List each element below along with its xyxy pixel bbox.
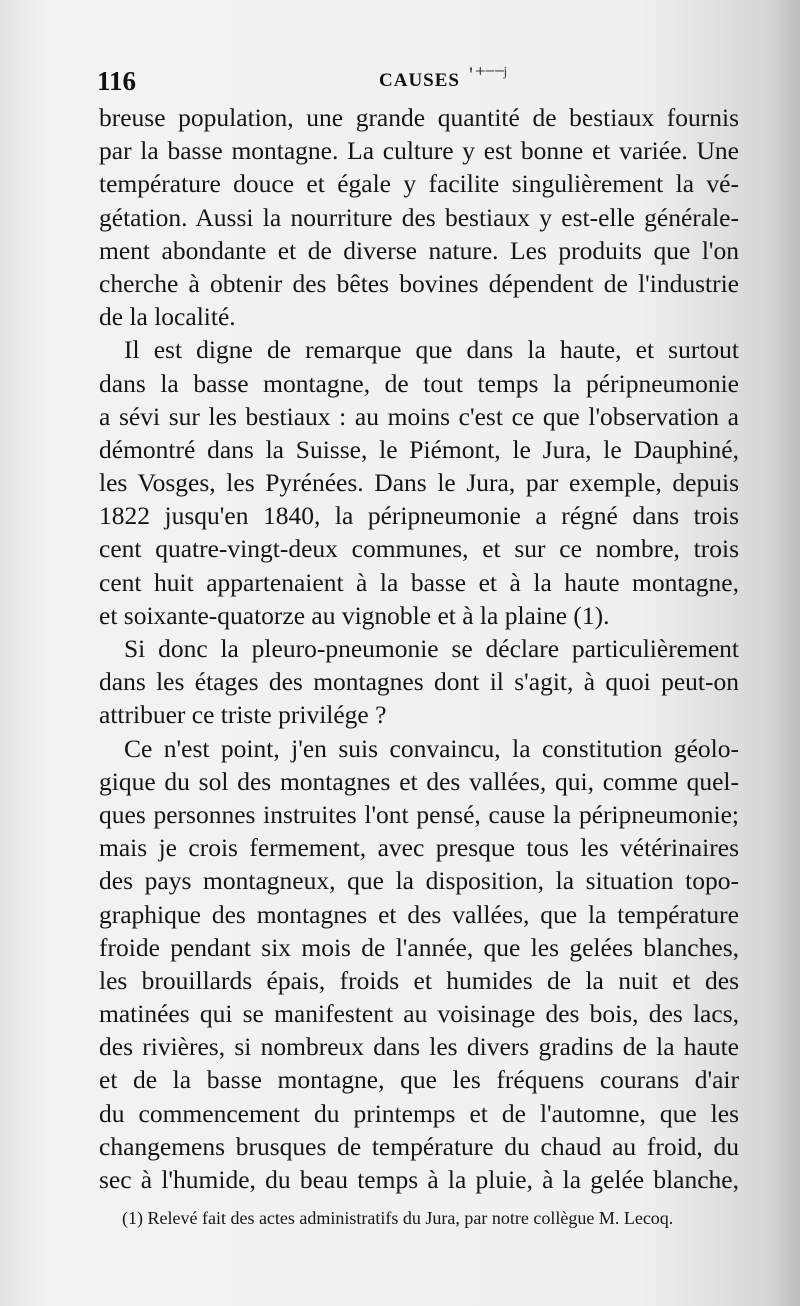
- text-line: dans les étages des montagnes dont il s'agit, à quoi peut-on: [99, 667, 739, 697]
- text-line: Ce n'est point, j'en suis convaincu, la constitution géolo-: [124, 733, 739, 763]
- text-line: les brouillards épais, froids et humides de la nuit et des: [99, 965, 739, 995]
- text-line: breuse population, une grande quantité de bestiaux fournis: [99, 103, 739, 132]
- text-line: et de la basse montagne, que les fréquens courans d'air: [99, 1065, 739, 1095]
- running-head: CAUSES: [379, 70, 460, 91]
- text-line: des pays montagneux, que la disposition, la situation topo-: [99, 866, 739, 896]
- text-line: température douce et égale y facilite singulièrement la vé-: [99, 169, 739, 199]
- text-line: ment abondante et de diverse nature. Les produits que l'on: [99, 235, 739, 265]
- text-line: sec à l'humide, du beau temps à la pluie, à la gelée blanche,: [99, 1165, 739, 1194]
- text-line: gétation. Aussi la nourriture des bestiaux y est-elle générale-: [99, 202, 739, 232]
- text-line: changemens brusques de température du chaud au froid, du: [99, 1131, 739, 1161]
- text-line: du commencement du printemps et de l'automne, que les: [99, 1098, 739, 1128]
- text-line: des rivières, si nombreux dans les divers gradins de la haute: [99, 1032, 739, 1062]
- text-line: et soixante-quatorze au vignoble et à la plaine (1).: [99, 600, 610, 630]
- page-number: 116: [97, 66, 137, 96]
- text-line: démontré dans la Suisse, le Piémont, le Jura, le Dauphiné,: [99, 434, 739, 464]
- text-line: cent huit appartenaient à la basse et à la haute montagne,: [99, 567, 739, 597]
- text-line: froide pendant six mois de l'année, que les gelées blanches,: [99, 932, 739, 962]
- text-line: ques personnes instruites l'ont pensé, cause la péripneumonie;: [99, 799, 739, 829]
- text-line: Il est digne de remarque que dans la haute, et surtout: [124, 335, 739, 365]
- text-line: cent quatre-vingt-deux communes, et sur ce nombre, trois: [99, 534, 739, 564]
- text-line: les Vosges, les Pyrénées. Dans le Jura, par exemple, depuis: [99, 468, 739, 498]
- body-text: [99, 101, 739, 1196]
- text-line: attribuer ce triste privilége ?: [99, 700, 387, 730]
- text-line: Si donc la pleuro-pneumonie se déclare particulièrement: [124, 634, 739, 663]
- library-stamp-mark: ' ⁺⁻⁻ʲ: [469, 62, 505, 87]
- text-line: mais je crois fermement, avec presque tous les vétérinaires: [99, 833, 739, 863]
- page-header: [97, 62, 697, 100]
- text-line: 1822 jusqu'en 1840, la péripneumonie a régné dans trois: [99, 501, 739, 531]
- text-line: par la basse montagne. La culture y est bonne et variée. Une: [99, 136, 739, 166]
- text-line: matinées qui se manifestent au voisinage des bois, des lacs,: [99, 999, 739, 1029]
- text-line: a sévi sur les bestiaux : au moins c'est ce que l'observation a: [99, 401, 739, 431]
- text-line: dans la basse montagne, de tout temps la péripneumonie: [99, 368, 739, 398]
- footnote: (1) Relevé fait des actes administratifs du Jura, par notre collègue M. Lecoq.: [122, 1208, 674, 1228]
- text-line: de la localité.: [99, 302, 236, 332]
- text-line: graphique des montagnes et des vallées, que la température: [99, 899, 739, 929]
- text-line: cherche à obtenir des bêtes bovines dépendent de l'industrie: [99, 268, 739, 298]
- text-line: gique du sol des montagnes et des vallées, qui, comme quel-: [99, 766, 739, 796]
